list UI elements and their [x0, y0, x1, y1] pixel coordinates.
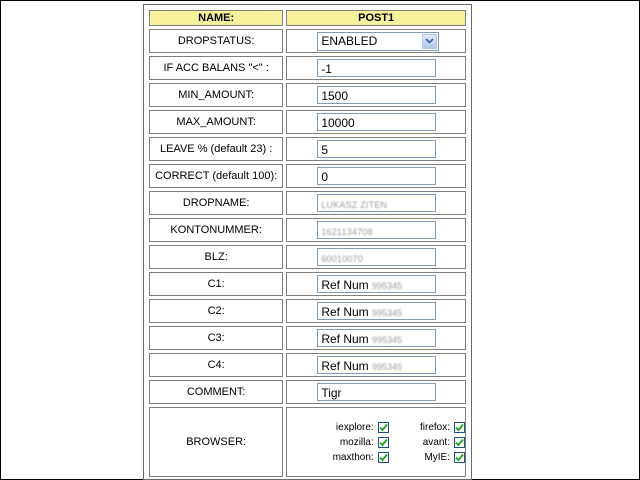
c2-cell	[286, 299, 466, 323]
row-acc-balans	[149, 56, 466, 80]
browser-label: BROWSER:	[149, 407, 283, 477]
c1-cell	[286, 272, 466, 296]
row-c2	[149, 299, 466, 323]
c3-cell	[286, 326, 466, 350]
maxthon-checkbox[interactable]	[378, 452, 389, 463]
row-kontonummer	[149, 218, 466, 242]
c2-label: C2:	[149, 299, 283, 323]
row-c3	[149, 326, 466, 350]
correct-cell	[286, 164, 466, 188]
c2-input[interactable]	[317, 302, 436, 320]
dropname-label: DROPNAME:	[149, 191, 283, 215]
browser-option-maxthon	[313, 452, 388, 463]
blz-cell	[286, 245, 466, 269]
row-dropstatus	[149, 29, 466, 53]
comment-cell	[286, 380, 466, 404]
chevron-down-icon[interactable]	[422, 34, 437, 49]
firefox-label: firefox:	[419, 421, 450, 433]
table-header-row	[149, 10, 466, 26]
checkmark-icon	[379, 423, 388, 432]
row-c1	[149, 272, 466, 296]
row-leave-percent	[149, 137, 466, 161]
c4-value: Ref Num	[321, 359, 369, 373]
mozilla-checkbox[interactable]	[378, 437, 389, 448]
value-column-header: POST1	[286, 10, 466, 26]
browser-option-iexplore	[313, 422, 388, 433]
c1-value-obscured: 995345	[372, 281, 403, 291]
row-dropname	[149, 191, 466, 215]
comment-label: COMMENT:	[149, 380, 283, 404]
dropname-input[interactable]	[317, 194, 436, 212]
blz-label: BLZ:	[149, 245, 283, 269]
acc-balans-input[interactable]: -1	[317, 59, 436, 77]
max-amount-cell	[286, 110, 466, 134]
dropstatus-select[interactable]	[317, 32, 439, 51]
avant-checkbox[interactable]	[454, 437, 465, 448]
dropname-value-obscured: LUKASZ ZITEN	[321, 200, 388, 210]
correct-input[interactable]: 0	[317, 167, 436, 185]
kontonummer-cell	[286, 218, 466, 242]
leave-percent-label: LEAVE % (default 23) :	[149, 137, 283, 161]
checkmark-icon	[455, 423, 464, 432]
browser-option-mozilla	[313, 437, 388, 448]
c2-value-obscured: 995345	[372, 308, 403, 318]
mozilla-label: mozilla:	[339, 436, 374, 448]
min-amount-label: MIN_AMOUNT:	[149, 83, 283, 107]
comment-input[interactable]: Tigr	[317, 383, 436, 401]
myie-label: MyIE:	[424, 451, 450, 463]
dropname-cell	[286, 191, 466, 215]
kontonummer-value-obscured: 1621134708	[321, 227, 373, 237]
min-amount-cell	[286, 83, 466, 107]
c3-value: Ref Num	[321, 332, 369, 346]
checkmark-icon	[455, 453, 464, 462]
browser-option-firefox	[401, 422, 465, 433]
acc-balans-cell	[286, 56, 466, 80]
browser-options	[313, 420, 465, 465]
settings-table	[146, 7, 469, 480]
firefox-checkbox[interactable]	[454, 422, 465, 433]
c3-input[interactable]	[317, 329, 436, 347]
acc-balans-label: IF ACC BALANS "<" :	[149, 56, 283, 80]
c3-label: C3:	[149, 326, 283, 350]
kontonummer-input[interactable]	[317, 221, 436, 239]
c1-input[interactable]	[317, 275, 436, 293]
checkmark-icon	[455, 438, 464, 447]
row-browser	[149, 407, 466, 477]
c4-input[interactable]	[317, 356, 436, 374]
row-comment	[149, 380, 466, 404]
c4-label: C4:	[149, 353, 283, 377]
kontonummer-label: KONTONUMMER:	[149, 218, 283, 242]
leave-percent-cell	[286, 137, 466, 161]
iexplore-checkbox[interactable]	[378, 422, 389, 433]
c4-value-obscured: 995345	[372, 362, 403, 372]
row-min-amount	[149, 83, 466, 107]
maxthon-label: maxthon:	[332, 451, 374, 463]
browser-cell	[286, 407, 466, 477]
checkmark-icon	[379, 453, 388, 462]
iexplore-label: iexplore:	[335, 421, 374, 433]
row-max-amount	[149, 110, 466, 134]
c1-label: C1:	[149, 272, 283, 296]
name-column-header: NAME:	[149, 10, 283, 26]
settings-panel	[143, 4, 472, 480]
max-amount-input[interactable]: 10000	[317, 113, 436, 131]
c1-value: Ref Num	[321, 278, 369, 292]
dropstatus-cell	[286, 29, 466, 53]
myie-checkbox[interactable]	[454, 452, 465, 463]
max-amount-label: MAX_AMOUNT:	[149, 110, 283, 134]
dropstatus-selected-value: ENABLED	[321, 34, 378, 48]
dropstatus-label: DROPSTATUS:	[149, 29, 283, 53]
c2-value: Ref Num	[321, 305, 369, 319]
c4-cell	[286, 353, 466, 377]
row-c4	[149, 353, 466, 377]
browser-option-avant	[401, 437, 465, 448]
row-correct	[149, 164, 466, 188]
c3-value-obscured: 995345	[372, 335, 403, 345]
checkmark-icon	[379, 438, 388, 447]
blz-value-obscured: 60010070	[321, 254, 363, 264]
min-amount-input[interactable]: 1500	[317, 86, 436, 104]
correct-label: CORRECT (default 100):	[149, 164, 283, 188]
row-blz	[149, 245, 466, 269]
leave-percent-input[interactable]: 5	[317, 140, 436, 158]
avant-label: avant:	[422, 436, 450, 448]
blz-input[interactable]	[317, 248, 436, 266]
browser-option-myie	[401, 452, 465, 463]
